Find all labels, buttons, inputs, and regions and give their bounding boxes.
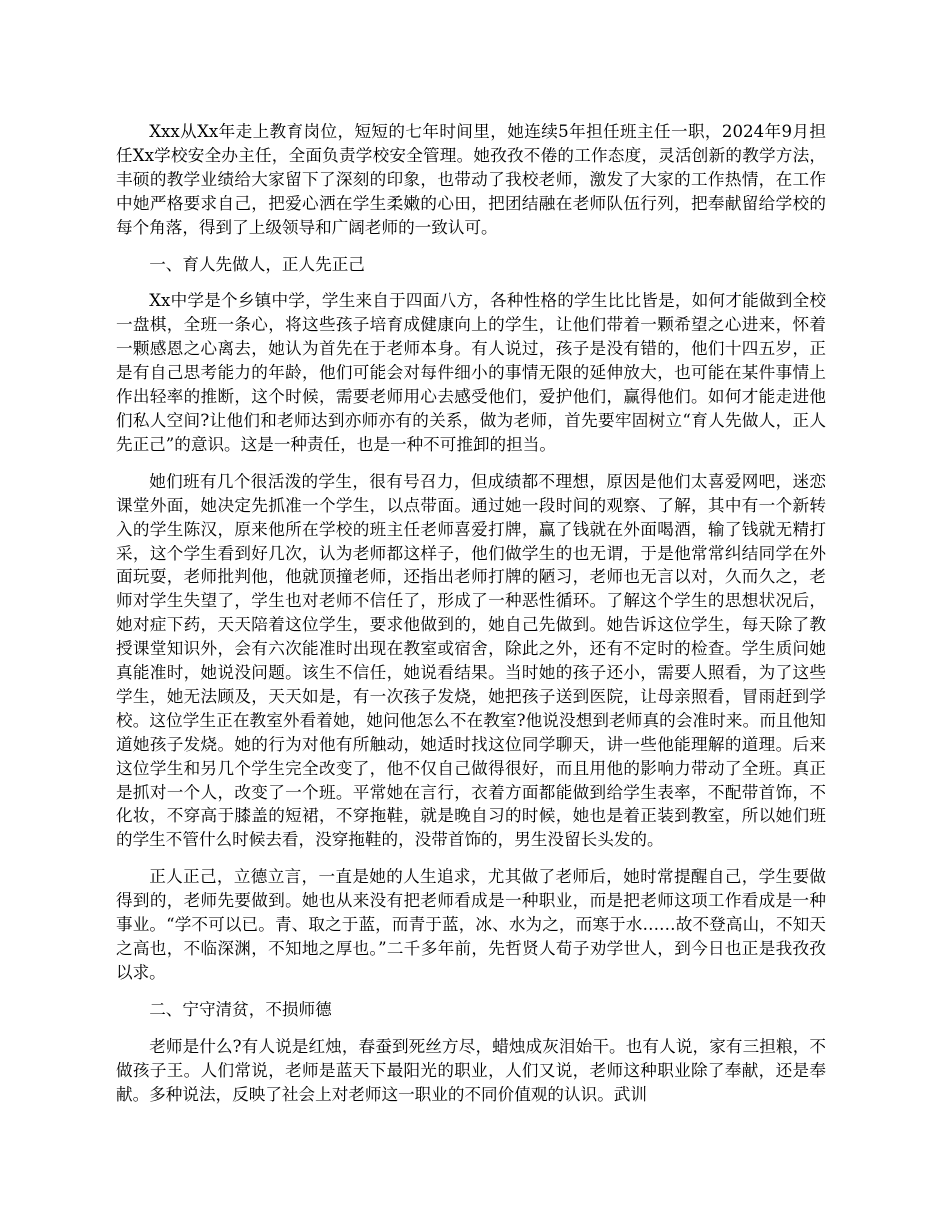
intro-paragraph: Xxx从Xx年走上教育岗位，短短的七年时间里，她连续5年担任班主任一职，2024年9月担任Xx学校安全办主任，全面负责学校安全管理。她孜孜不倦的工作态度，灵活创新的教学方法，丰硕的教学业绩给大家留下了深刻的印象，也带动了我校老师，激发了大家的工作热情，在工作中她严格要求自己，把爱心洒在学生柔嫩的心田，把团结融在老师队伍行列，把奉献留给学校的每个角落，得到了上级领导和广阔老师的一致认可。: [116, 122, 826, 237]
body-paragraph-4: 老师是什么?有人说是红烛，春蚕到死丝方尽，蜡烛成灰泪始干。也有人说，家有三担粮，不做孩子王。人们常说，老师是蓝天下最阳光的职业，人们又说，老师这种职业除了奉献，还是奉献。多种说法，反映了社会上对老师这一职业的不同价值观的认识。武训: [116, 1036, 826, 1104]
body-paragraph-1: Xx中学是个乡镇中学，学生来自于四面八方，各种性格的学生比比皆是，如何才能做到全校一盘棋，全班一条心，将这些孩子培育成健康向上的学生，让他们带着一颗希望之心进来，怀着一颗感恩之心离去，她认为首先在于老师本身。有人说过，孩子是没有错的，他们十四五岁，正是有自己思考能力的年龄，他们可能会对每件细小的事情无限的延伸放大，也可能在某件事情上作出轻率的推断，这个时候，需要老师用心去感受他们，爱护他们，赢得他们。如何才能走进他们私人空间?让他们和老师达到亦师亦有的关系，做为老师，首先要牢固树立“育人先做人，正人先正己”的意识。这是一种责任，也是一种不可推卸的担当。: [116, 291, 826, 454]
section-heading-1: 一、育人先做人，正人先正己: [149, 254, 365, 274]
body-paragraph-3: 正人正己，立德立言，一直是她的人生追求，尤其做了老师后，她时常提醒自己，学生要做得到的，老师先要做到。她也从来没有把老师看成是一种职业，而是把老师这项工作看成是一种事业。“学不可以已。青、取之于蓝，而青于蓝，冰、水为之，而寒于水……故不登高山，不知天之高也，不临深渊，不知地之厚也。”二千多年前，先哲贤人荀子劝学世人，到今日也正是我孜孜以求。: [116, 867, 826, 982]
section-heading-2: 二、宁守清贫，不损师德: [149, 999, 332, 1019]
body-paragraph-2: 她们班有几个很活泼的学生，很有号召力，但成绩都不理想，原因是他们太喜爱网吧，迷恋课堂外面，她决定先抓准一个学生，以点带面。通过她一段时间的观察、了解，其中有一个新转入的学生陈汉，原来他所在学校的班主任老师喜爱打牌，赢了钱就在外面喝酒，输了钱就无精打采，这个学生看到好几次，认为老师都这样子，他们做学生的也无谓，于是他常常纠结同学在外面玩耍，老师批判他，他就顶撞老师，还指出老师打牌的陋习，老师也无言以对，久而久之，老师对学生失望了，学生也对老师不信任了，形成了一种恶性循环。了解这个学生的思想状况后，她对症下药，天天陪着这位学生，要求他做到的，她自己先做到。她告诉这位学生，每天除了教授课堂知识外，会有六次能准时出现在教室或宿舍，除此之外，还有不定时的检查。学生质问她真能准时，她说没问题。该生不信任，她说看结果。当时她的孩子还小，需要人照看，为了这些学生，她无法顾及，天天如是，有一次孩子发烧，她把孩子送到医院，让母亲照看，冒雨赶到学校。这位学生正在教室外看着她，她问他怎么不在教室?他说没想到老师真的会准时来。而且他知道她孩子发烧。她的行为对他有所触动，她适时找这位同学聊天，讲一些他能理解的道理。后来这位学生和另几个学生完全改变了，他不仅自己做得很好，而且用他的影响力带动了全班。真正是抓对一个人，改变了一个班。平常她在言行，衣着方面都能做到给学生表率，不配带首饰，不化妆，不穿高于膝盖的短裙，不穿拖鞋，就是晚自习的时候，她也是着正装到教室，所以她们班的学生不管什么时候去看，没穿拖鞋的，没带首饰的，男生没留长头发的。: [116, 471, 826, 850]
